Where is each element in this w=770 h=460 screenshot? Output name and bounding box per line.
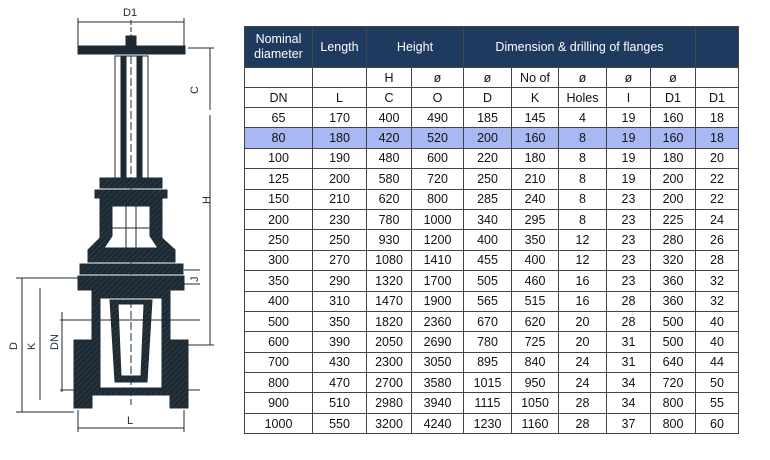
table-cell: 40	[696, 332, 739, 352]
table-cell: 170	[313, 108, 367, 128]
table-cell: 460	[512, 271, 559, 291]
table-row	[245, 332, 739, 352]
table-cell: 600	[245, 332, 313, 352]
table-cell: 24	[696, 209, 739, 229]
header-cell: I	[607, 88, 651, 108]
header-row-symbols	[245, 68, 739, 88]
header-cell: K	[512, 88, 559, 108]
table-cell: 620	[367, 189, 412, 209]
table-cell: 150	[245, 189, 313, 209]
table-cell: 18	[696, 108, 739, 128]
table-cell: 40	[696, 311, 739, 331]
table-cell: 200	[313, 169, 367, 189]
table-cell: 50	[696, 373, 739, 393]
table-cell: 18	[696, 128, 739, 148]
label-d: D	[8, 342, 20, 350]
table-cell: 930	[367, 230, 412, 250]
table-cell: 285	[464, 189, 512, 209]
table-cell: 1000	[245, 413, 313, 433]
table-cell: 510	[313, 393, 367, 413]
table-cell: 160	[651, 128, 696, 148]
table-cell: 220	[464, 148, 512, 168]
label-l: L	[127, 415, 134, 427]
table-cell: 1200	[412, 230, 464, 250]
table-cell: 400	[464, 230, 512, 250]
table-cell: 65	[245, 108, 313, 128]
table-body	[245, 108, 739, 434]
label-d1-mid: d1	[100, 215, 113, 227]
table-cell: 1700	[412, 271, 464, 291]
table-row	[245, 250, 739, 270]
header-cell: ø	[607, 68, 651, 88]
table-cell: 240	[512, 189, 559, 209]
header-cell: L	[313, 88, 367, 108]
table-row	[245, 352, 739, 372]
table-cell: 1115	[464, 393, 512, 413]
table-cell: 270	[313, 250, 367, 270]
table-cell: 80	[245, 128, 313, 148]
table-cell: 28	[607, 311, 651, 331]
table-cell: 1320	[367, 271, 412, 291]
table-cell: 2360	[412, 311, 464, 331]
table-cell: 31	[607, 332, 651, 352]
table-cell: 23	[607, 209, 651, 229]
table-cell: 390	[313, 332, 367, 352]
table-cell: 515	[512, 291, 559, 311]
table-cell: 32	[696, 291, 739, 311]
table-cell: 1820	[367, 311, 412, 331]
table-row	[245, 128, 739, 148]
header-cell: D	[464, 88, 512, 108]
table-cell: 470	[313, 373, 367, 393]
table-cell: 780	[464, 332, 512, 352]
table-cell: 8	[559, 209, 607, 229]
table-cell: 125	[245, 169, 313, 189]
table-cell: 1000	[412, 209, 464, 229]
table-cell: 550	[313, 413, 367, 433]
table-cell: 490	[412, 108, 464, 128]
table-cell: 8	[559, 128, 607, 148]
table-cell: 400	[367, 108, 412, 128]
header-row-main	[245, 27, 739, 68]
table-cell: 19	[607, 108, 651, 128]
table-cell: 250	[313, 230, 367, 250]
table-cell: 580	[367, 169, 412, 189]
table-cell: 250	[245, 230, 313, 250]
table-cell: 8	[559, 169, 607, 189]
table-cell: 44	[696, 352, 739, 372]
table-cell: 20	[696, 148, 739, 168]
header-cell: C	[367, 88, 412, 108]
table-row	[245, 271, 739, 291]
table-cell: 1410	[412, 250, 464, 270]
header-cell: Holes	[559, 88, 607, 108]
table-cell: 12	[559, 230, 607, 250]
table-cell: 280	[651, 230, 696, 250]
table-cell: 34	[607, 373, 651, 393]
header-cell: D1	[696, 88, 739, 108]
table-cell: 4240	[412, 413, 464, 433]
table-cell: 22	[696, 189, 739, 209]
table-cell: 210	[313, 189, 367, 209]
table-cell: 160	[651, 108, 696, 128]
table-cell: 8	[559, 189, 607, 209]
table-cell: 180	[313, 128, 367, 148]
table-cell: 2050	[367, 332, 412, 352]
table-cell: 360	[651, 271, 696, 291]
table-cell: 350	[313, 311, 367, 331]
table-cell: 800	[245, 373, 313, 393]
table-cell: 1900	[412, 291, 464, 311]
table-cell: 1470	[367, 291, 412, 311]
table-cell: 200	[651, 169, 696, 189]
table-cell: 780	[367, 209, 412, 229]
table-row	[245, 311, 739, 331]
label-c: C	[189, 86, 201, 94]
table-cell: 800	[651, 413, 696, 433]
table-cell: 4	[559, 108, 607, 128]
header-nominal-diameter: Nominal diameter	[245, 27, 313, 68]
table-cell: 19	[607, 169, 651, 189]
table-cell: 60	[696, 413, 739, 433]
table-cell: 720	[651, 373, 696, 393]
label-h: H	[201, 196, 213, 204]
table-cell: 895	[464, 352, 512, 372]
table-cell: 23	[607, 250, 651, 270]
table-cell: 725	[512, 332, 559, 352]
table-cell: 430	[313, 352, 367, 372]
table-cell: 360	[651, 291, 696, 311]
dimension-table	[244, 26, 739, 434]
header-flanges: Dimension & drilling of flanges	[464, 27, 696, 68]
table-cell: 230	[313, 209, 367, 229]
table-cell: 190	[313, 148, 367, 168]
table-cell: 300	[245, 250, 313, 270]
table-cell: 505	[464, 271, 512, 291]
table-cell: 31	[607, 352, 651, 372]
table-cell: 185	[464, 108, 512, 128]
table-row	[245, 393, 739, 413]
table-cell: 28	[696, 250, 739, 270]
table-cell: 620	[512, 311, 559, 331]
table-cell: 19	[607, 128, 651, 148]
header-cell	[245, 68, 313, 88]
table-cell: 23	[607, 271, 651, 291]
table-cell: 3580	[412, 373, 464, 393]
table-cell: 2300	[367, 352, 412, 372]
table-cell: 24	[559, 373, 607, 393]
table-cell: 840	[512, 352, 559, 372]
table-cell: 1050	[512, 393, 559, 413]
table-row	[245, 230, 739, 250]
table-cell: 900	[245, 393, 313, 413]
table-cell: 800	[412, 189, 464, 209]
table-cell: 16	[559, 271, 607, 291]
table-cell: 26	[696, 230, 739, 250]
table-row	[245, 209, 739, 229]
table-row	[245, 108, 739, 128]
table-cell: 55	[696, 393, 739, 413]
header-cell	[696, 68, 739, 88]
table-row	[245, 291, 739, 311]
table-cell: 28	[559, 393, 607, 413]
header-cell: DN	[245, 88, 313, 108]
table-cell: 28	[559, 413, 607, 433]
table-cell: 950	[512, 373, 559, 393]
table-cell: 340	[464, 209, 512, 229]
header-empty	[696, 27, 739, 68]
header-cell: ø	[559, 68, 607, 88]
table-cell: 350	[245, 271, 313, 291]
table-cell: 20	[559, 332, 607, 352]
table-row	[245, 169, 739, 189]
header-cell: ø	[412, 68, 464, 88]
table-cell: 310	[313, 291, 367, 311]
table-cell: 800	[651, 393, 696, 413]
table-cell: 2700	[367, 373, 412, 393]
table-cell: 700	[245, 352, 313, 372]
table-cell: 1230	[464, 413, 512, 433]
table-cell: 180	[651, 148, 696, 168]
label-k: K	[26, 342, 38, 350]
table-cell: 200	[464, 128, 512, 148]
table-cell: 290	[313, 271, 367, 291]
table-cell: 200	[245, 209, 313, 229]
table-cell: 100	[245, 148, 313, 168]
header-cell: O	[412, 88, 464, 108]
table-cell: 200	[651, 189, 696, 209]
table-cell: 34	[607, 393, 651, 413]
table-cell: 250	[464, 169, 512, 189]
header-cell	[313, 68, 367, 88]
table-cell: 24	[559, 352, 607, 372]
table-cell: 520	[412, 128, 464, 148]
table-cell: 210	[512, 169, 559, 189]
table-cell: 565	[464, 291, 512, 311]
header-row-codes	[245, 88, 739, 108]
table-cell: 640	[651, 352, 696, 372]
table-cell: 1080	[367, 250, 412, 270]
table-cell: 20	[559, 311, 607, 331]
table-cell: 500	[651, 332, 696, 352]
header-cell: D1	[651, 88, 696, 108]
label-j: J	[189, 276, 201, 282]
table-cell: 19	[607, 148, 651, 168]
label-d1-top: D1	[123, 7, 138, 19]
table-row	[245, 189, 739, 209]
table-cell: 12	[559, 250, 607, 270]
table-cell: 670	[464, 311, 512, 331]
table-cell: 420	[367, 128, 412, 148]
header-cell: No of	[512, 68, 559, 88]
table-cell: 225	[651, 209, 696, 229]
table-cell: 145	[512, 108, 559, 128]
table-cell: 400	[245, 291, 313, 311]
table-cell: 500	[245, 311, 313, 331]
table-cell: 350	[512, 230, 559, 250]
table-cell: 480	[367, 148, 412, 168]
table-cell: 32	[696, 271, 739, 291]
table-cell: 1015	[464, 373, 512, 393]
header-height: Height	[367, 27, 464, 68]
table-cell: 3200	[367, 413, 412, 433]
table-cell: 455	[464, 250, 512, 270]
table-cell: 1160	[512, 413, 559, 433]
table-cell: 16	[559, 291, 607, 311]
table-cell: 23	[607, 189, 651, 209]
label-dn: DN	[49, 334, 61, 350]
table-cell: 295	[512, 209, 559, 229]
table-cell: 37	[607, 413, 651, 433]
table-row	[245, 413, 739, 433]
table-cell: 28	[607, 291, 651, 311]
header-cell: ø	[651, 68, 696, 88]
table-cell: 22	[696, 169, 739, 189]
table-cell: 400	[512, 250, 559, 270]
table-cell: 180	[512, 148, 559, 168]
header-length: Length	[313, 27, 367, 68]
table-row	[245, 148, 739, 168]
table-cell: 23	[607, 230, 651, 250]
table-cell: 2690	[412, 332, 464, 352]
table-cell: 320	[651, 250, 696, 270]
table-cell: 3940	[412, 393, 464, 413]
header-cell: ø	[464, 68, 512, 88]
table-cell: 600	[412, 148, 464, 168]
table-cell: 3050	[412, 352, 464, 372]
table-row	[245, 373, 739, 393]
table-cell: 720	[412, 169, 464, 189]
table-cell: 8	[559, 148, 607, 168]
gate-valve-drawing	[0, 0, 240, 460]
table-cell: 160	[512, 128, 559, 148]
table-cell: 500	[651, 311, 696, 331]
header-cell: H	[367, 68, 412, 88]
table-cell: 2980	[367, 393, 412, 413]
